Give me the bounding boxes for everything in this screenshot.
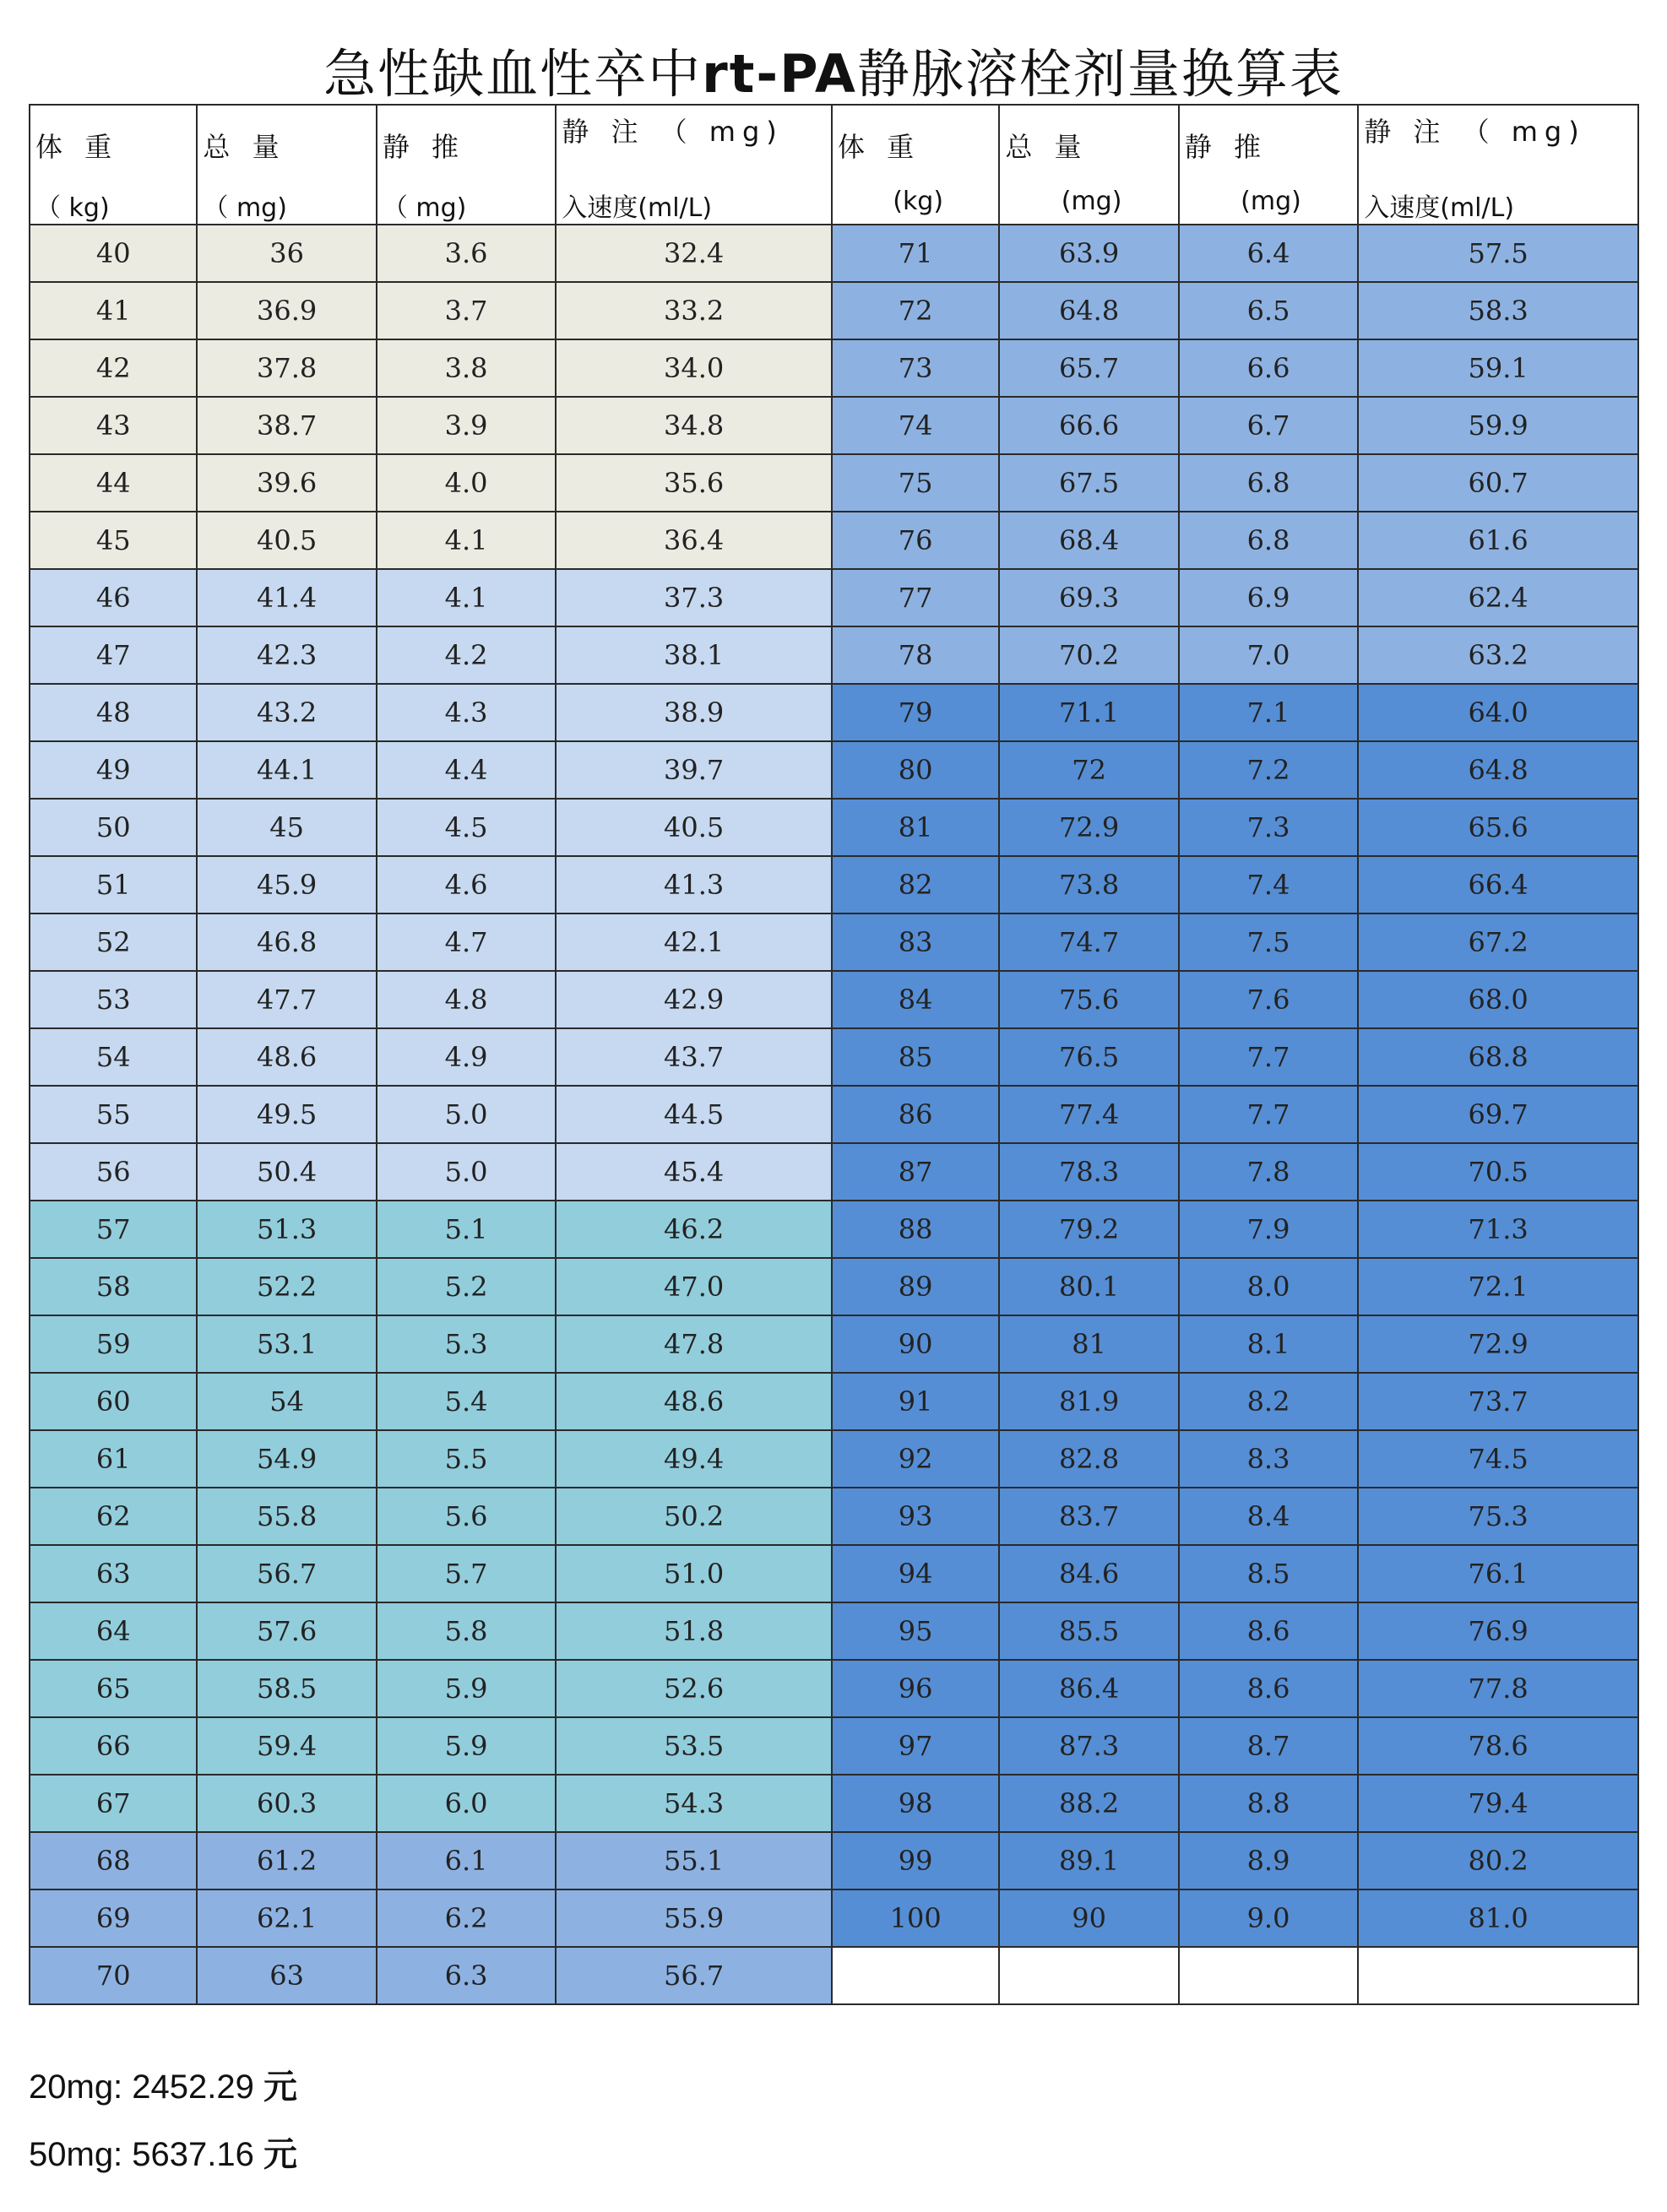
cell-right-weight: 79 xyxy=(832,684,999,741)
cell-left-bolus: 5.1 xyxy=(377,1201,556,1258)
cell-right-bolus: 7.1 xyxy=(1179,684,1358,741)
cell-right-weight: 99 xyxy=(832,1832,999,1889)
cell-left-weight: 55 xyxy=(30,1086,197,1143)
table-row xyxy=(30,282,1638,339)
cell-right-infusion: 68.8 xyxy=(1358,1028,1638,1086)
cell-right-infusion: 81.0 xyxy=(1358,1889,1638,1947)
cell-right-bolus: 7.4 xyxy=(1179,856,1358,914)
cell-right-bolus: 7.9 xyxy=(1179,1201,1358,1258)
table-row xyxy=(30,1488,1638,1545)
table-row xyxy=(30,512,1638,569)
cell-right-infusion: 64.8 xyxy=(1358,741,1638,799)
cell-left-total: 56.7 xyxy=(197,1545,376,1602)
cell-left-total: 43.2 xyxy=(197,684,376,741)
cell-left-total: 38.7 xyxy=(197,397,376,454)
cell-left-weight: 70 xyxy=(30,1947,197,2004)
cell-right-bolus: 8.6 xyxy=(1179,1660,1358,1717)
cell-left-bolus: 4.1 xyxy=(377,569,556,626)
table-row xyxy=(30,569,1638,626)
cell-left-bolus: 5.4 xyxy=(377,1373,556,1430)
table-row xyxy=(30,1086,1638,1143)
cell-left-total: 61.2 xyxy=(197,1832,376,1889)
cell-right-infusion: 64.0 xyxy=(1358,684,1638,741)
cell-right-weight: 97 xyxy=(832,1717,999,1775)
cell-left-bolus: 4.1 xyxy=(377,512,556,569)
cell-right-bolus: 6.4 xyxy=(1179,225,1358,282)
table-row xyxy=(30,1832,1638,1889)
cell-left-total: 54.9 xyxy=(197,1430,376,1488)
cell-right-infusion: 57.5 xyxy=(1358,225,1638,282)
cell-right-bolus: 8.8 xyxy=(1179,1775,1358,1832)
table-row xyxy=(30,1373,1638,1430)
cell-right-weight xyxy=(832,1947,999,2004)
cell-left-bolus: 5.7 xyxy=(377,1545,556,1602)
cell-left-total: 53.1 xyxy=(197,1315,376,1373)
cell-right-weight: 92 xyxy=(832,1430,999,1488)
cell-right-weight: 94 xyxy=(832,1545,999,1602)
table-row xyxy=(30,799,1638,856)
cell-left-bolus: 4.8 xyxy=(377,971,556,1028)
cell-left-weight: 54 xyxy=(30,1028,197,1086)
cell-left-total: 59.4 xyxy=(197,1717,376,1775)
cell-left-infusion: 48.6 xyxy=(556,1373,832,1430)
cell-right-bolus: 6.9 xyxy=(1179,569,1358,626)
cell-right-total: 69.3 xyxy=(999,569,1178,626)
cell-left-weight: 56 xyxy=(30,1143,197,1201)
cell-right-total: 81.9 xyxy=(999,1373,1178,1430)
cell-left-total: 50.4 xyxy=(197,1143,376,1201)
cell-right-infusion xyxy=(1358,1947,1638,2004)
cell-right-total: 87.3 xyxy=(999,1717,1178,1775)
cell-left-infusion: 32.4 xyxy=(556,225,832,282)
cell-right-weight: 75 xyxy=(832,454,999,512)
cell-right-bolus: 8.1 xyxy=(1179,1315,1358,1373)
cell-right-infusion: 72.9 xyxy=(1358,1315,1638,1373)
table-row xyxy=(30,971,1638,1028)
cell-right-total: 73.8 xyxy=(999,856,1178,914)
cell-right-total: 68.4 xyxy=(999,512,1178,569)
cell-right-bolus: 6.6 xyxy=(1179,339,1358,397)
cell-left-bolus: 4.2 xyxy=(377,626,556,684)
table-row xyxy=(30,1545,1638,1602)
cell-left-infusion: 53.5 xyxy=(556,1717,832,1775)
cell-left-weight: 52 xyxy=(30,914,197,971)
cell-left-weight: 48 xyxy=(30,684,197,741)
table-row xyxy=(30,1775,1638,1832)
cell-right-total: 86.4 xyxy=(999,1660,1178,1717)
cell-left-infusion: 38.1 xyxy=(556,626,832,684)
cell-left-total: 55.8 xyxy=(197,1488,376,1545)
cell-left-bolus: 6.2 xyxy=(377,1889,556,1947)
cell-left-weight: 41 xyxy=(30,282,197,339)
cell-left-infusion: 39.7 xyxy=(556,741,832,799)
cell-left-weight: 49 xyxy=(30,741,197,799)
cell-right-total: 85.5 xyxy=(999,1602,1178,1660)
cell-right-weight: 84 xyxy=(832,971,999,1028)
cell-right-total: 71.1 xyxy=(999,684,1178,741)
cell-left-total: 46.8 xyxy=(197,914,376,971)
cell-right-bolus: 8.2 xyxy=(1179,1373,1358,1430)
cell-left-bolus: 4.5 xyxy=(377,799,556,856)
cell-left-bolus: 6.0 xyxy=(377,1775,556,1832)
cell-right-infusion: 76.1 xyxy=(1358,1545,1638,1602)
cell-right-infusion: 78.6 xyxy=(1358,1717,1638,1775)
cell-right-infusion: 73.7 xyxy=(1358,1373,1638,1430)
table-row xyxy=(30,1201,1638,1258)
table-row xyxy=(30,454,1638,512)
cell-right-weight: 91 xyxy=(832,1373,999,1430)
cell-left-infusion: 37.3 xyxy=(556,569,832,626)
cell-right-bolus: 6.7 xyxy=(1179,397,1358,454)
cell-left-bolus: 4.6 xyxy=(377,856,556,914)
cell-left-bolus: 3.7 xyxy=(377,282,556,339)
cell-right-weight: 71 xyxy=(832,225,999,282)
cell-left-bolus: 5.3 xyxy=(377,1315,556,1373)
cell-right-infusion: 79.4 xyxy=(1358,1775,1638,1832)
cell-left-bolus: 4.3 xyxy=(377,684,556,741)
header-infusion-left: 静 注 （ mg) 入速度(ml/L) xyxy=(556,105,832,225)
cell-right-weight: 96 xyxy=(832,1660,999,1717)
cell-left-weight: 59 xyxy=(30,1315,197,1373)
title-part-3: 静脉溶栓剂量换算表 xyxy=(856,43,1344,105)
cell-left-weight: 66 xyxy=(30,1717,197,1775)
cell-left-infusion: 50.2 xyxy=(556,1488,832,1545)
cell-left-infusion: 38.9 xyxy=(556,684,832,741)
cell-right-weight: 76 xyxy=(832,512,999,569)
cell-left-infusion: 55.1 xyxy=(556,1832,832,1889)
cell-right-weight: 89 xyxy=(832,1258,999,1315)
header-bolus-right: 静 推 (mg) xyxy=(1179,105,1358,225)
table-row xyxy=(30,856,1638,914)
cell-left-total: 41.4 xyxy=(197,569,376,626)
cell-right-total: 79.2 xyxy=(999,1201,1178,1258)
cell-right-infusion: 71.3 xyxy=(1358,1201,1638,1258)
cell-left-bolus: 5.5 xyxy=(377,1430,556,1488)
cell-left-weight: 53 xyxy=(30,971,197,1028)
cell-right-infusion: 66.4 xyxy=(1358,856,1638,914)
cell-left-weight: 68 xyxy=(30,1832,197,1889)
cell-left-weight: 57 xyxy=(30,1201,197,1258)
header-bolus-left: 静 推 （ mg) xyxy=(377,105,556,225)
cell-right-infusion: 76.9 xyxy=(1358,1602,1638,1660)
cell-right-weight: 82 xyxy=(832,856,999,914)
cell-left-infusion: 34.8 xyxy=(556,397,832,454)
cell-right-bolus: 8.6 xyxy=(1179,1602,1358,1660)
cell-right-infusion: 61.6 xyxy=(1358,512,1638,569)
cell-right-weight: 100 xyxy=(832,1889,999,1947)
cell-left-bolus: 6.1 xyxy=(377,1832,556,1889)
cell-left-infusion: 42.9 xyxy=(556,971,832,1028)
cell-right-bolus: 9.0 xyxy=(1179,1889,1358,1947)
cell-right-weight: 90 xyxy=(832,1315,999,1373)
cell-left-total: 45.9 xyxy=(197,856,376,914)
cell-right-total: 76.5 xyxy=(999,1028,1178,1086)
title-part-1: 急性缺血性卒中 xyxy=(323,43,703,105)
cell-left-infusion: 51.0 xyxy=(556,1545,832,1602)
cell-left-bolus: 4.4 xyxy=(377,741,556,799)
cell-right-total: 78.3 xyxy=(999,1143,1178,1201)
cell-right-bolus: 8.7 xyxy=(1179,1717,1358,1775)
table-row xyxy=(30,1947,1638,2004)
cell-right-weight: 93 xyxy=(832,1488,999,1545)
cell-right-weight: 78 xyxy=(832,626,999,684)
cell-left-total: 42.3 xyxy=(197,626,376,684)
table-row xyxy=(30,1660,1638,1717)
cell-left-bolus: 5.0 xyxy=(377,1143,556,1201)
cell-left-weight: 50 xyxy=(30,799,197,856)
dose-table-body xyxy=(30,225,1638,2004)
cell-right-infusion: 58.3 xyxy=(1358,282,1638,339)
cell-left-weight: 43 xyxy=(30,397,197,454)
cell-left-total: 51.3 xyxy=(197,1201,376,1258)
cell-left-total: 39.6 xyxy=(197,454,376,512)
cell-left-infusion: 44.5 xyxy=(556,1086,832,1143)
cell-right-total: 88.2 xyxy=(999,1775,1178,1832)
cell-right-total: 65.7 xyxy=(999,339,1178,397)
cell-right-bolus: 7.5 xyxy=(1179,914,1358,971)
cell-left-weight: 51 xyxy=(30,856,197,914)
cell-left-infusion: 42.1 xyxy=(556,914,832,971)
dose-table xyxy=(29,104,1639,2005)
cell-left-weight: 61 xyxy=(30,1430,197,1488)
cell-right-bolus: 6.8 xyxy=(1179,512,1358,569)
cell-left-infusion: 35.6 xyxy=(556,454,832,512)
cell-right-infusion: 63.2 xyxy=(1358,626,1638,684)
cell-left-total: 62.1 xyxy=(197,1889,376,1947)
cell-left-infusion: 43.7 xyxy=(556,1028,832,1086)
header-infusion-right: 静 注 （ mg) 入速度(ml/L) xyxy=(1358,105,1638,225)
cell-right-bolus: 8.3 xyxy=(1179,1430,1358,1488)
price-50mg: 50mg: 5637.16 元 xyxy=(29,2135,297,2174)
cell-right-total xyxy=(999,1947,1178,2004)
cell-left-total: 49.5 xyxy=(197,1086,376,1143)
cell-left-weight: 69 xyxy=(30,1889,197,1947)
cell-left-bolus: 5.2 xyxy=(377,1258,556,1315)
cell-right-weight: 77 xyxy=(832,569,999,626)
cell-left-infusion: 54.3 xyxy=(556,1775,832,1832)
cell-right-weight: 87 xyxy=(832,1143,999,1201)
cell-right-weight: 95 xyxy=(832,1602,999,1660)
cell-left-weight: 40 xyxy=(30,225,197,282)
cell-right-infusion: 80.2 xyxy=(1358,1832,1638,1889)
cell-left-bolus: 5.8 xyxy=(377,1602,556,1660)
cell-right-weight: 83 xyxy=(832,914,999,971)
header-weight-right: 体 重 (kg) xyxy=(832,105,999,225)
cell-left-infusion: 45.4 xyxy=(556,1143,832,1201)
header-total-right: 总 量 (mg) xyxy=(999,105,1178,225)
cell-left-weight: 44 xyxy=(30,454,197,512)
cell-left-weight: 45 xyxy=(30,512,197,569)
table-row xyxy=(30,684,1638,741)
cell-left-infusion: 55.9 xyxy=(556,1889,832,1947)
cell-right-bolus: 7.7 xyxy=(1179,1028,1358,1086)
cell-right-total: 81 xyxy=(999,1315,1178,1373)
cell-left-weight: 58 xyxy=(30,1258,197,1315)
cell-right-infusion: 75.3 xyxy=(1358,1488,1638,1545)
cell-right-bolus: 7.2 xyxy=(1179,741,1358,799)
header-total-left: 总 量 （ mg) xyxy=(197,105,376,225)
cell-right-infusion: 59.9 xyxy=(1358,397,1638,454)
cell-right-total: 82.8 xyxy=(999,1430,1178,1488)
cell-left-weight: 42 xyxy=(30,339,197,397)
cell-left-infusion: 46.2 xyxy=(556,1201,832,1258)
cell-left-weight: 46 xyxy=(30,569,197,626)
cell-left-infusion: 52.6 xyxy=(556,1660,832,1717)
cell-left-weight: 47 xyxy=(30,626,197,684)
cell-right-total: 89.1 xyxy=(999,1832,1178,1889)
table-row xyxy=(30,225,1638,282)
cell-left-weight: 67 xyxy=(30,1775,197,1832)
cell-right-infusion: 70.5 xyxy=(1358,1143,1638,1201)
cell-right-infusion: 77.8 xyxy=(1358,1660,1638,1717)
cell-right-infusion: 68.0 xyxy=(1358,971,1638,1028)
cell-right-weight: 80 xyxy=(832,741,999,799)
cell-left-total: 48.6 xyxy=(197,1028,376,1086)
cell-right-bolus xyxy=(1179,1947,1358,2004)
header-row xyxy=(30,105,1638,225)
cell-right-weight: 72 xyxy=(832,282,999,339)
cell-left-weight: 64 xyxy=(30,1602,197,1660)
cell-right-bolus: 8.0 xyxy=(1179,1258,1358,1315)
page-title xyxy=(0,32,1667,107)
cell-right-infusion: 72.1 xyxy=(1358,1258,1638,1315)
table-row xyxy=(30,397,1638,454)
cell-right-bolus: 7.6 xyxy=(1179,971,1358,1028)
cell-right-total: 80.1 xyxy=(999,1258,1178,1315)
cell-left-infusion: 47.8 xyxy=(556,1315,832,1373)
cell-left-total: 40.5 xyxy=(197,512,376,569)
cell-right-weight: 85 xyxy=(832,1028,999,1086)
cell-right-total: 64.8 xyxy=(999,282,1178,339)
cell-left-bolus: 5.0 xyxy=(377,1086,556,1143)
cell-left-bolus: 4.0 xyxy=(377,454,556,512)
cell-right-weight: 73 xyxy=(832,339,999,397)
cell-left-bolus: 6.3 xyxy=(377,1947,556,2004)
cell-left-infusion: 34.0 xyxy=(556,339,832,397)
cell-right-infusion: 62.4 xyxy=(1358,569,1638,626)
cell-right-weight: 74 xyxy=(832,397,999,454)
cell-right-infusion: 69.7 xyxy=(1358,1086,1638,1143)
cell-right-bolus: 8.4 xyxy=(1179,1488,1358,1545)
table-row xyxy=(30,1717,1638,1775)
cell-right-total: 72 xyxy=(999,741,1178,799)
cell-right-bolus: 6.5 xyxy=(1179,282,1358,339)
cell-left-infusion: 40.5 xyxy=(556,799,832,856)
cell-right-total: 66.6 xyxy=(999,397,1178,454)
cell-right-infusion: 60.7 xyxy=(1358,454,1638,512)
cell-left-total: 57.6 xyxy=(197,1602,376,1660)
cell-left-bolus: 4.7 xyxy=(377,914,556,971)
cell-right-total: 72.9 xyxy=(999,799,1178,856)
cell-right-infusion: 65.6 xyxy=(1358,799,1638,856)
cell-left-total: 52.2 xyxy=(197,1258,376,1315)
cell-left-total: 36.9 xyxy=(197,282,376,339)
cell-right-total: 67.5 xyxy=(999,454,1178,512)
cell-left-bolus: 3.8 xyxy=(377,339,556,397)
cell-left-total: 47.7 xyxy=(197,971,376,1028)
cell-left-bolus: 3.9 xyxy=(377,397,556,454)
cell-left-weight: 62 xyxy=(30,1488,197,1545)
cell-left-weight: 63 xyxy=(30,1545,197,1602)
cell-left-infusion: 49.4 xyxy=(556,1430,832,1488)
cell-left-total: 54 xyxy=(197,1373,376,1430)
cell-left-infusion: 47.0 xyxy=(556,1258,832,1315)
cell-right-bolus: 7.0 xyxy=(1179,626,1358,684)
cell-left-total: 60.3 xyxy=(197,1775,376,1832)
cell-right-bolus: 6.8 xyxy=(1179,454,1358,512)
cell-right-total: 70.2 xyxy=(999,626,1178,684)
cell-left-bolus: 4.9 xyxy=(377,1028,556,1086)
cell-left-infusion: 51.8 xyxy=(556,1602,832,1660)
cell-left-total: 36 xyxy=(197,225,376,282)
cell-left-infusion: 56.7 xyxy=(556,1947,832,2004)
cell-right-total: 84.6 xyxy=(999,1545,1178,1602)
cell-right-total: 74.7 xyxy=(999,914,1178,971)
cell-right-total: 63.9 xyxy=(999,225,1178,282)
table-row xyxy=(30,1602,1638,1660)
cell-right-bolus: 7.8 xyxy=(1179,1143,1358,1201)
cell-right-weight: 98 xyxy=(832,1775,999,1832)
table-row xyxy=(30,1258,1638,1315)
cell-right-bolus: 8.9 xyxy=(1179,1832,1358,1889)
cell-left-bolus: 5.6 xyxy=(377,1488,556,1545)
cell-left-total: 37.8 xyxy=(197,339,376,397)
cell-right-total: 83.7 xyxy=(999,1488,1178,1545)
cell-right-total: 90 xyxy=(999,1889,1178,1947)
header-weight-left: 体 重 （ kg) xyxy=(30,105,197,225)
cell-left-total: 58.5 xyxy=(197,1660,376,1717)
cell-left-total: 63 xyxy=(197,1947,376,2004)
table-row xyxy=(30,1430,1638,1488)
cell-right-bolus: 7.3 xyxy=(1179,799,1358,856)
cell-right-weight: 86 xyxy=(832,1086,999,1143)
table-row xyxy=(30,1315,1638,1373)
cell-left-weight: 60 xyxy=(30,1373,197,1430)
cell-right-bolus: 7.7 xyxy=(1179,1086,1358,1143)
table-row xyxy=(30,1143,1638,1201)
cell-right-total: 77.4 xyxy=(999,1086,1178,1143)
table-row xyxy=(30,914,1638,971)
cell-right-bolus: 8.5 xyxy=(1179,1545,1358,1602)
title-part-2: rt-PA xyxy=(702,43,857,105)
cell-left-infusion: 33.2 xyxy=(556,282,832,339)
table-row xyxy=(30,339,1638,397)
cell-left-total: 44.1 xyxy=(197,741,376,799)
price-20mg: 20mg: 2452.29 元 xyxy=(29,2068,297,2106)
table-row xyxy=(30,1889,1638,1947)
cell-right-infusion: 59.1 xyxy=(1358,339,1638,397)
cell-right-infusion: 67.2 xyxy=(1358,914,1638,971)
table-row xyxy=(30,741,1638,799)
table-row xyxy=(30,1028,1638,1086)
cell-left-weight: 65 xyxy=(30,1660,197,1717)
table-row xyxy=(30,626,1638,684)
cell-right-total: 75.6 xyxy=(999,971,1178,1028)
cell-left-infusion: 41.3 xyxy=(556,856,832,914)
cell-left-bolus: 3.6 xyxy=(377,225,556,282)
cell-left-bolus: 5.9 xyxy=(377,1717,556,1775)
cell-right-weight: 88 xyxy=(832,1201,999,1258)
cell-left-total: 45 xyxy=(197,799,376,856)
cell-right-infusion: 74.5 xyxy=(1358,1430,1638,1488)
cell-left-bolus: 5.9 xyxy=(377,1660,556,1717)
cell-left-infusion: 36.4 xyxy=(556,512,832,569)
cell-right-weight: 81 xyxy=(832,799,999,856)
